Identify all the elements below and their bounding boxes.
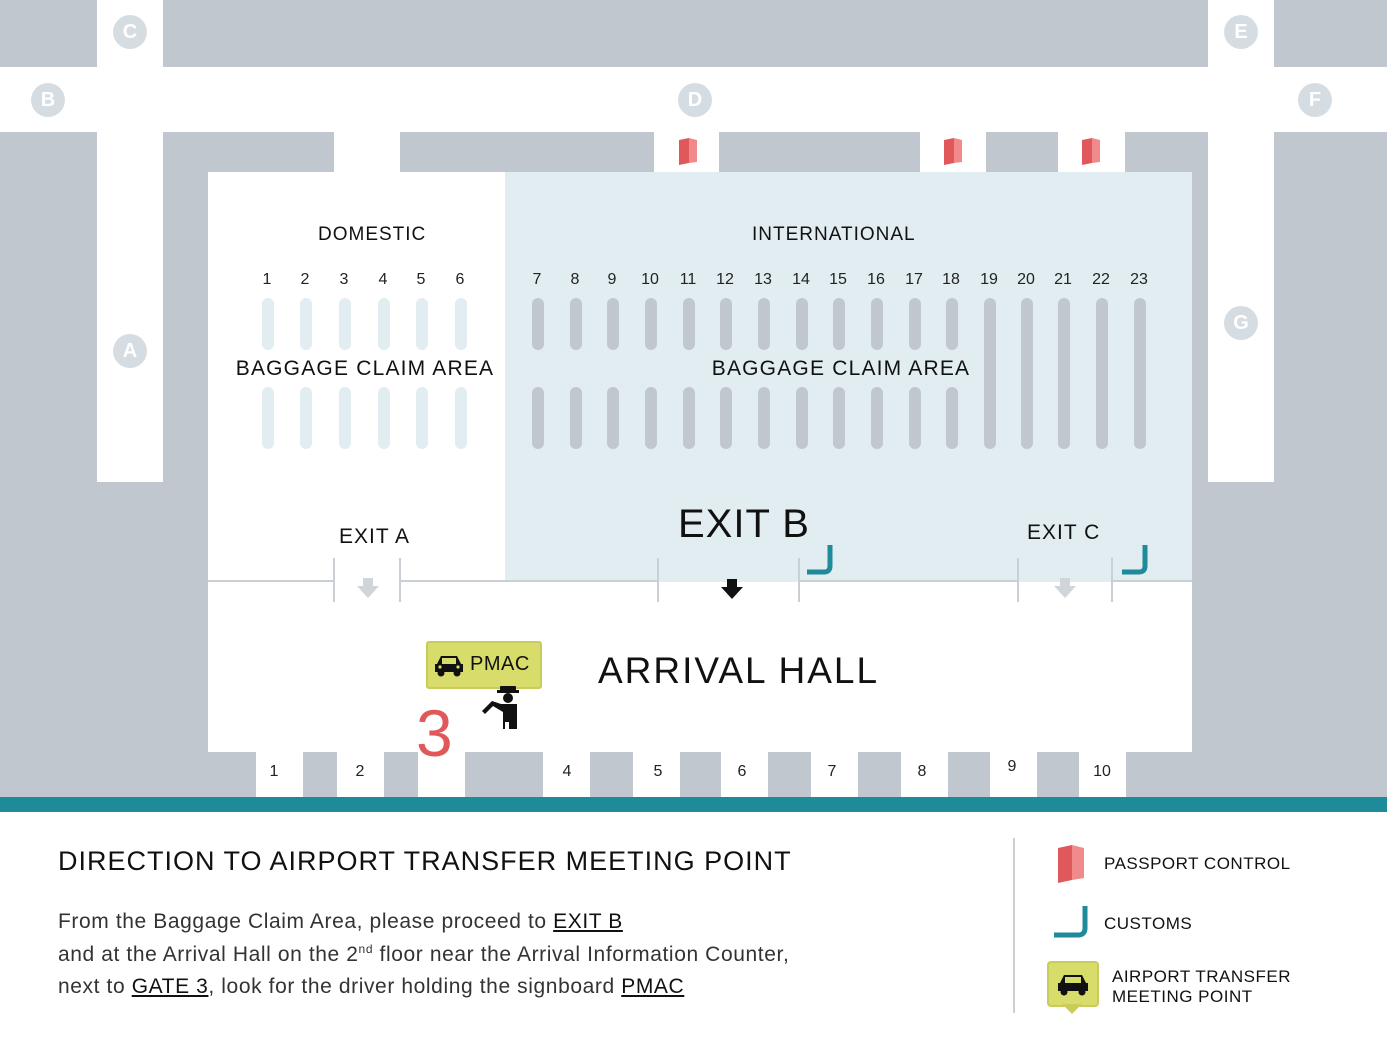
baggage-belt — [796, 387, 808, 449]
directions-text: From the Baggage Claim Area, please proceed to — [58, 910, 554, 933]
pmac-link: PMAC — [621, 975, 685, 998]
baggage-belt — [262, 298, 274, 350]
baggage-belt — [570, 387, 582, 449]
baggage-belt — [339, 298, 351, 350]
structure-top-band-left — [163, 132, 334, 172]
customs-icon — [805, 543, 839, 577]
directions-text: and at the Arrival Hall on the 2 — [58, 943, 359, 966]
structure-left-inner — [97, 482, 163, 797]
baggage-belt — [720, 298, 732, 350]
belt-number: 17 — [905, 271, 923, 288]
baggage-belt — [833, 387, 845, 449]
directions-line-1 — [58, 910, 623, 934]
baggage-belt — [645, 298, 657, 350]
baggage-belt — [909, 298, 921, 350]
gate-9-label: 9 — [1007, 758, 1017, 775]
car-icon — [433, 652, 465, 678]
structure-top-left — [0, 0, 97, 67]
structure-top-center — [163, 0, 1208, 67]
directions-line-3 — [58, 975, 684, 999]
baggage-belt — [416, 298, 428, 350]
pointer-tail-icon — [1062, 1004, 1082, 1016]
barrier-post — [1017, 558, 1019, 602]
baggage-belt — [683, 298, 695, 350]
terminal-d-marker: D — [678, 83, 712, 117]
gate-5-label: 5 — [653, 763, 663, 780]
terminal-c-marker: C — [113, 15, 147, 49]
baggage-belt — [758, 387, 770, 449]
baggage-belt — [339, 387, 351, 449]
belt-number: 15 — [829, 271, 847, 288]
structure-right-outer — [1274, 132, 1387, 797]
directions-heading: DIRECTION TO AIRPORT TRANSFER MEETING POINT — [58, 846, 792, 876]
gate-4-label: 4 — [562, 763, 572, 780]
passport-control-icon — [1055, 843, 1087, 885]
customs-icon — [1052, 904, 1092, 940]
baggage-belt — [645, 387, 657, 449]
passport-control-icon — [1079, 136, 1103, 168]
gate-3-link: GATE 3 — [131, 975, 209, 998]
passport-control-icon — [941, 136, 965, 168]
barrier-post — [333, 558, 335, 602]
baggage-belt — [871, 298, 883, 350]
belt-number: 16 — [867, 271, 885, 288]
legend-divider — [1013, 838, 1015, 1013]
structure-right-col — [1192, 132, 1208, 797]
belt-number: 10 — [641, 271, 659, 288]
meeting-point-icon — [1047, 961, 1099, 1007]
exit-b-label: EXIT B — [678, 502, 810, 546]
belt-number: 5 — [416, 271, 426, 288]
directions-text: , look for the driver holding the signboard — [208, 975, 622, 998]
meeting-gate-number: 3 — [416, 696, 453, 770]
car-icon — [1056, 971, 1090, 997]
baggage-belt — [455, 387, 467, 449]
legend-meeting-label — [1112, 967, 1291, 1007]
barrier-post — [399, 558, 401, 602]
baggage-belt — [758, 298, 770, 350]
gate-8-label: 8 — [917, 763, 927, 780]
barrier-line — [400, 580, 658, 582]
belt-number: 6 — [455, 271, 465, 288]
legend-passport-label: PASSPORT CONTROL — [1104, 854, 1291, 873]
baggage-belt — [720, 387, 732, 449]
structure-right-inner — [1208, 482, 1274, 797]
international-label: INTERNATIONAL — [752, 224, 916, 245]
belt-number: 13 — [754, 271, 772, 288]
terminal-e-marker: E — [1224, 15, 1258, 49]
belt-number: 23 — [1130, 271, 1148, 288]
down-arrow-icon — [1053, 577, 1077, 599]
terminal-a-marker: A — [113, 334, 147, 368]
baggage-belt — [607, 387, 619, 449]
terminal-b-marker: B — [31, 83, 65, 117]
exit-a-label: EXIT A — [339, 525, 410, 548]
teal-divider — [0, 797, 1387, 812]
baggage-belt — [946, 298, 958, 350]
international-baggage-claim-label: BAGGAGE CLAIM AREA — [711, 357, 971, 380]
pmac-signboard — [426, 641, 542, 689]
baggage-belt — [378, 298, 390, 350]
baggage-belt — [871, 387, 883, 449]
superscript: nd — [358, 942, 374, 956]
baggage-belt — [262, 387, 274, 449]
baggage-belt — [683, 387, 695, 449]
gate-2-label: 2 — [355, 763, 365, 780]
belt-number: 9 — [607, 271, 617, 288]
baggage-belt — [570, 298, 582, 350]
baggage-belt — [416, 387, 428, 449]
gate-1-label: 1 — [269, 763, 279, 780]
belt-number: 22 — [1092, 271, 1110, 288]
directions-text: next to — [58, 975, 132, 998]
gate-10-label: 10 — [1093, 763, 1111, 780]
legend-meeting-line-2: MEETING POINT — [1112, 987, 1253, 1006]
baggage-belt — [1021, 298, 1033, 449]
belt-number: 21 — [1054, 271, 1072, 288]
belt-number: 3 — [339, 271, 349, 288]
belt-number: 4 — [378, 271, 388, 288]
barrier-line — [800, 580, 1018, 582]
baggage-belt — [532, 387, 544, 449]
belt-number: 7 — [532, 271, 542, 288]
structure-top-right — [1274, 0, 1387, 67]
belt-number: 1 — [262, 271, 272, 288]
baggage-belt — [607, 298, 619, 350]
gate-6-label: 6 — [737, 763, 747, 780]
domestic-label: DOMESTIC — [318, 224, 427, 245]
barrier-line — [1112, 580, 1192, 582]
baggage-belt — [833, 298, 845, 350]
belt-number: 11 — [679, 271, 697, 288]
baggage-belt — [300, 298, 312, 350]
passport-control-icon — [676, 136, 700, 168]
baggage-belt — [1096, 298, 1108, 449]
barrier-line — [208, 580, 334, 582]
belt-number: 19 — [980, 271, 998, 288]
belt-number: 12 — [716, 271, 734, 288]
legend-meeting-line-1: AIRPORT TRANSFER — [1112, 967, 1291, 986]
down-arrow-icon — [720, 578, 744, 600]
baggage-belt — [378, 387, 390, 449]
barrier-post — [1111, 558, 1113, 602]
belt-number: 14 — [792, 271, 810, 288]
baggage-belt — [796, 298, 808, 350]
structure-left-col — [163, 132, 208, 797]
baggage-belt — [300, 387, 312, 449]
terminal-f-marker: F — [1298, 83, 1332, 117]
belt-number: 18 — [942, 271, 960, 288]
down-arrow-icon — [356, 577, 380, 599]
customs-icon — [1120, 543, 1154, 577]
pmac-sign-text: PMAC — [470, 653, 530, 675]
exit-c-label: EXIT C — [1027, 521, 1101, 544]
domestic-baggage-claim-label: BAGGAGE CLAIM AREA — [235, 357, 495, 380]
baggage-belt — [532, 298, 544, 350]
exit-b-link: EXIT B — [553, 910, 623, 933]
belt-number: 2 — [300, 271, 310, 288]
arrival-hall-label: ARRIVAL HALL — [598, 650, 880, 691]
baggage-belt — [455, 298, 467, 350]
gate-7-label: 7 — [827, 763, 837, 780]
belt-number: 8 — [570, 271, 580, 288]
belt-number: 20 — [1017, 271, 1035, 288]
baggage-belt — [1058, 298, 1070, 449]
baggage-belt — [909, 387, 921, 449]
baggage-belt — [946, 387, 958, 449]
driver-icon — [481, 684, 525, 732]
barrier-post — [798, 558, 800, 602]
directions-line-2 — [58, 942, 789, 967]
legend-customs-label: CUSTOMS — [1104, 914, 1193, 933]
directions-text: floor near the Arrival Information Counter, — [373, 943, 790, 966]
terminal-g-marker: G — [1224, 306, 1258, 340]
structure-left-outer — [0, 132, 97, 797]
baggage-belt — [1134, 298, 1146, 449]
barrier-post — [657, 558, 659, 602]
